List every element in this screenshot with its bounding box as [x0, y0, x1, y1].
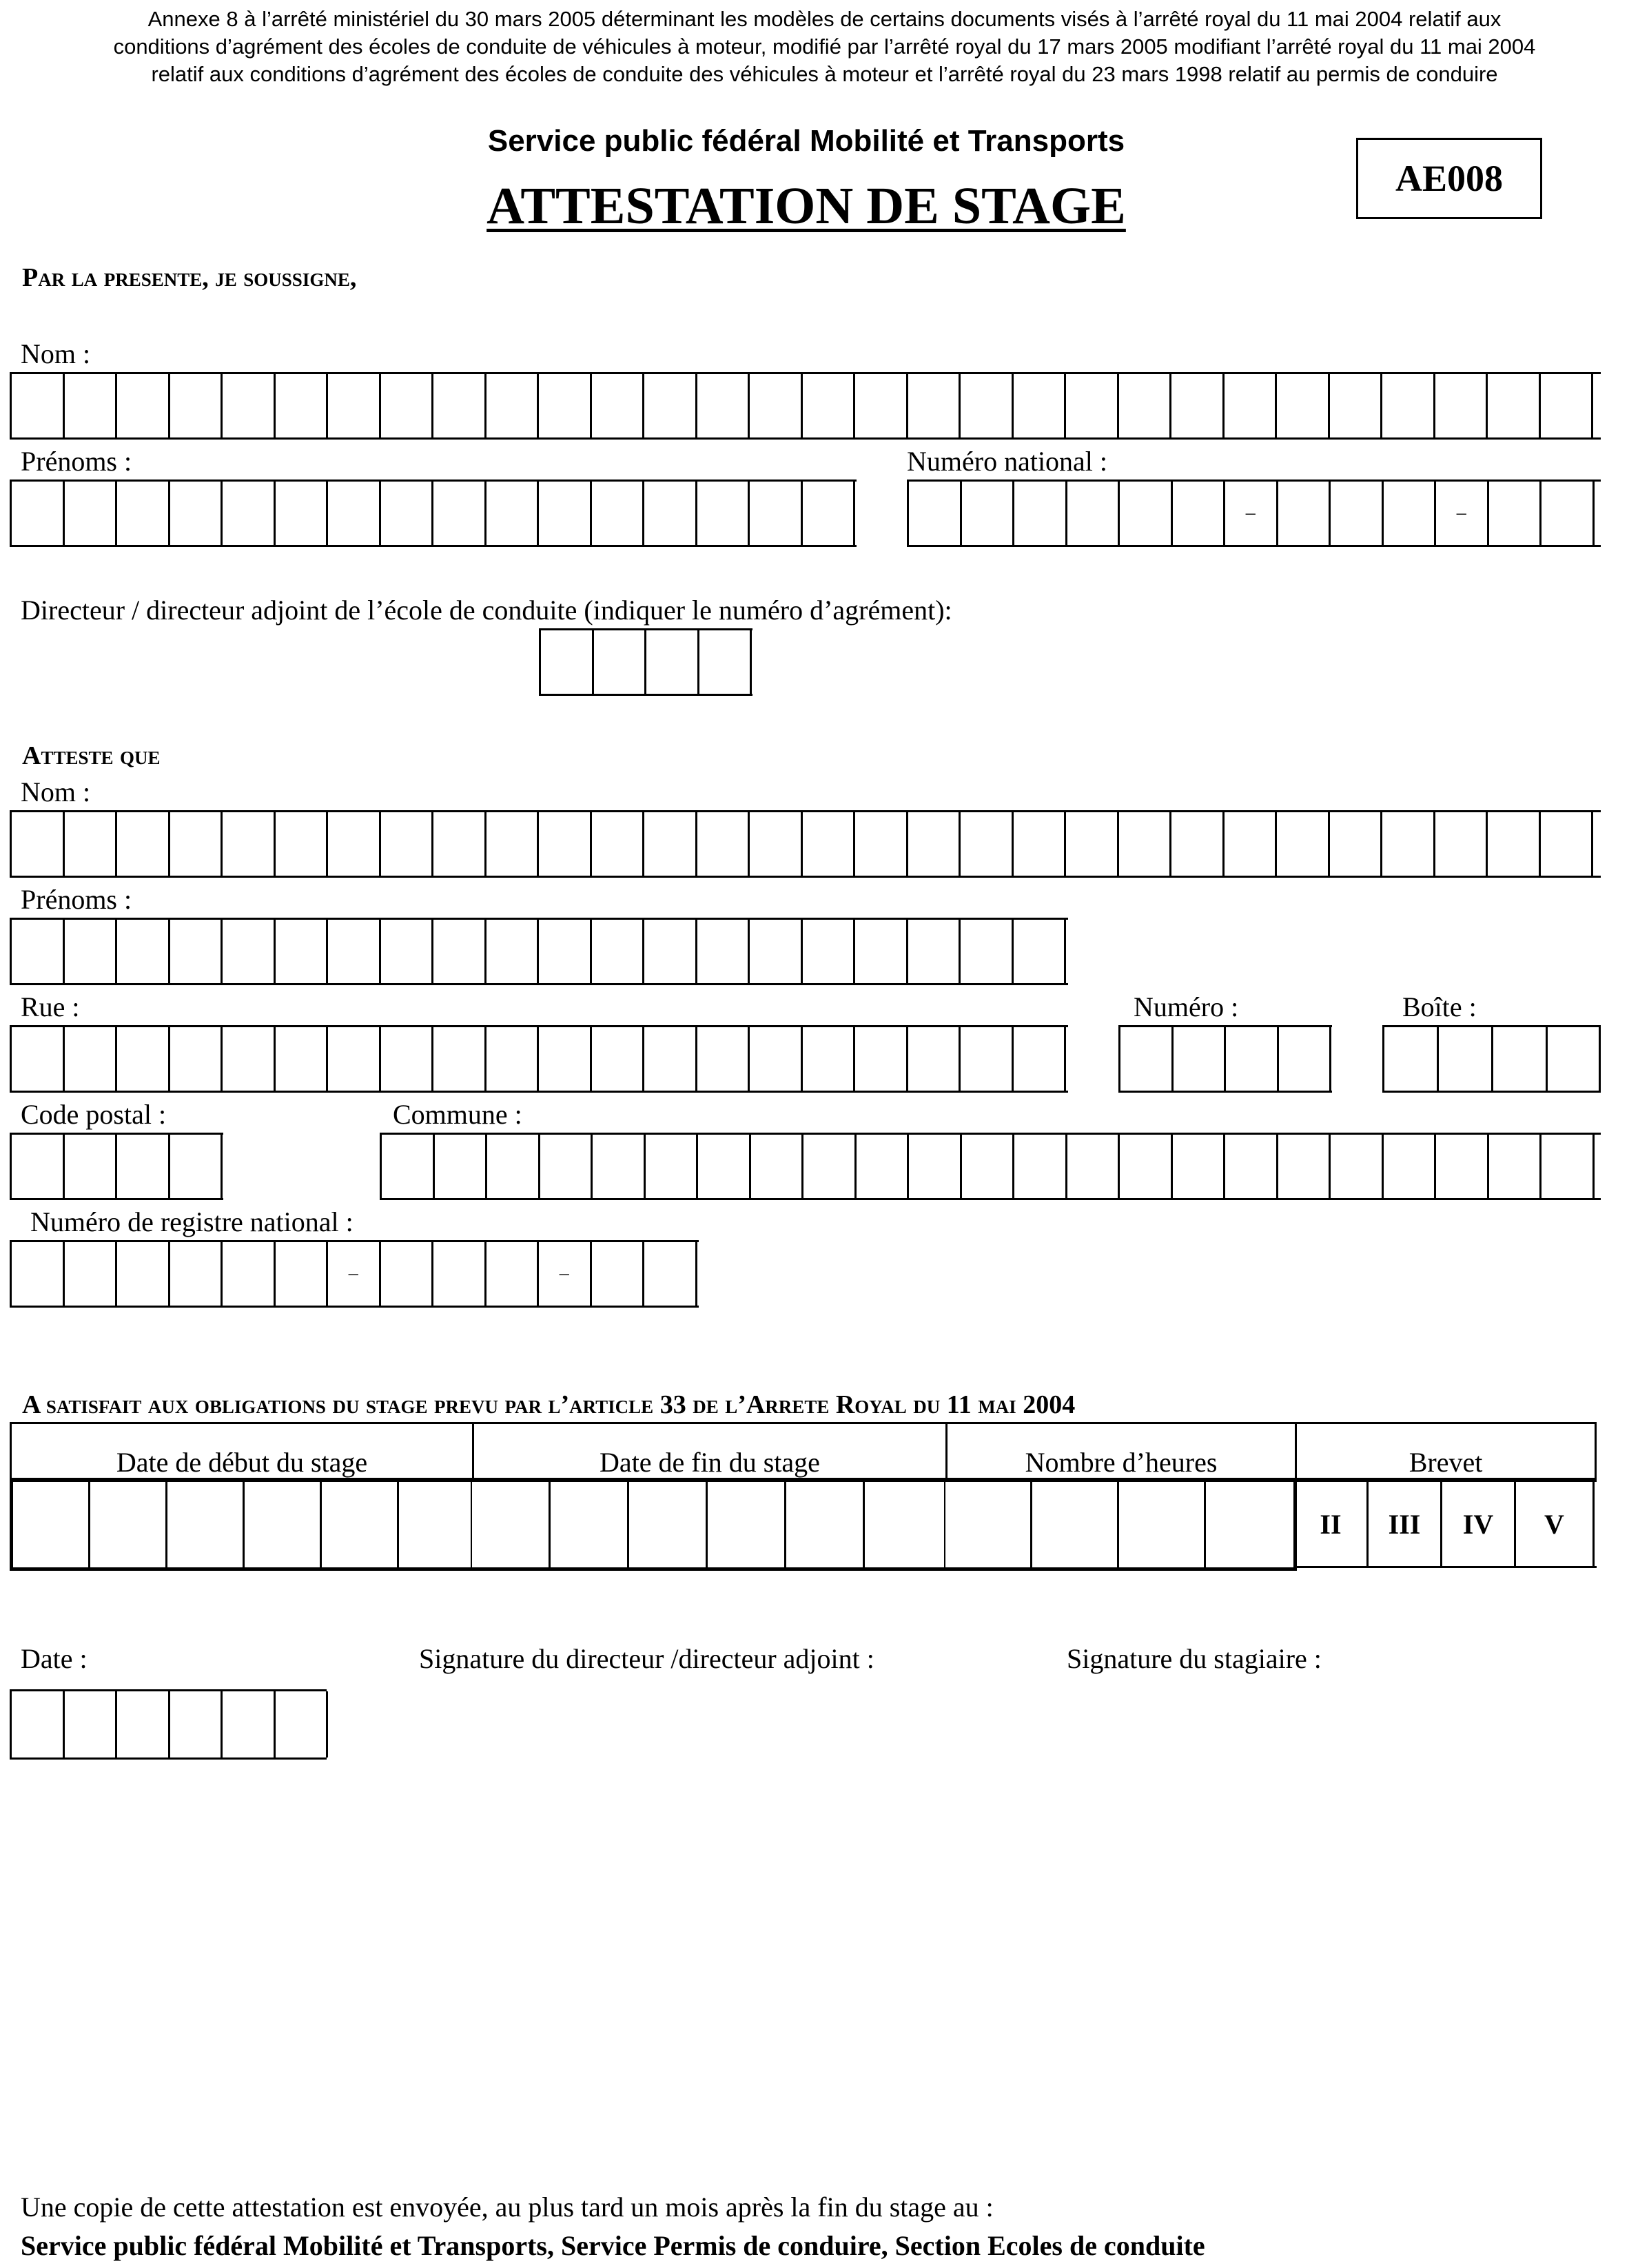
footer-note: Une copie de cette attestation est envoyée, au plus tard un mois après la fin du stage au : [21, 2192, 994, 2223]
section1-heading: Par la presente, je soussigne, [22, 263, 357, 292]
annex-line-2: conditions d’agrément des écoles de conduite de véhicules à moteur, modifié par l’arrêté royal du 17 mars 2005 modifiant l’arrêté royal du 11 mai 2004 [113, 34, 1536, 59]
brevet-option-ii[interactable]: II [1295, 1482, 1369, 1566]
header-debut [10, 1422, 474, 1480]
registre-label: Numéro de registre national : [30, 1206, 354, 1237]
boite-field[interactable] [1382, 1025, 1601, 1093]
numero-label: Numéro : [1134, 991, 1239, 1022]
form-code-box [1356, 138, 1542, 219]
header-heures [945, 1422, 1297, 1480]
section3-heading: A satisfait aux obligations du stage prevu par l’article 33 de l’Arrete Royal du 11 mai 2004 [22, 1390, 1076, 1419]
brevet-option-iv[interactable]: IV [1442, 1482, 1516, 1566]
nom-field[interactable] [10, 372, 1601, 440]
prenoms-field[interactable] [10, 480, 857, 547]
rue-field[interactable] [10, 1025, 1068, 1093]
header-brevet [1295, 1422, 1597, 1480]
rue-label: Rue : [21, 991, 80, 1022]
stagiaire-prenoms-label: Prénoms : [21, 884, 132, 915]
numero-field[interactable] [1118, 1025, 1332, 1093]
annex-line-3: relatif aux conditions d’agrément des écoles de conduite des véhicules à moteur et l’arrêté royal du 23 mars 1998 relatif au permis de conduire [151, 62, 1498, 86]
annex-line-1: Annexe 8 à l’arrêté ministériel du 30 mars 2005 déterminant les modèles de certains documents visés à l’arrêté royal du 11 mai 2004 relatif aux [147, 7, 1502, 31]
numero-national-label: Numéro national : [907, 446, 1108, 477]
commune-label: Commune : [393, 1099, 522, 1130]
date-label: Date : [21, 1643, 88, 1674]
code-postal-field[interactable] [10, 1133, 223, 1200]
date-fin-field[interactable] [472, 1478, 948, 1571]
registre-field[interactable] [10, 1240, 699, 1308]
commune-field[interactable] [380, 1133, 1601, 1200]
signature-directeur-label: Signature du directeur /directeur adjoint : [419, 1643, 874, 1674]
directeur-label: Directeur / directeur adjoint de l’école de conduite (indiquer le numéro d’agrément): [21, 595, 952, 626]
service-name: Service public fédéral Mobilité et Transports [487, 124, 1125, 158]
section2-heading: Atteste que [22, 741, 161, 770]
form-code: AE008 [1395, 158, 1503, 199]
header-debut-label: Date de début du stage [116, 1447, 368, 1478]
date-field[interactable] [10, 1689, 327, 1760]
page-title: ATTESTATION DE STAGE [486, 177, 1126, 235]
brevet-field[interactable] [1295, 1480, 1597, 1568]
code-postal-label: Code postal : [21, 1099, 167, 1130]
brevet-option-iii[interactable]: III [1369, 1482, 1442, 1566]
header-fin-label: Date de fin du stage [600, 1447, 820, 1478]
stagiaire-nom-field[interactable] [10, 810, 1601, 878]
stage-table [10, 1422, 1597, 1574]
stagiaire-nom-label: Nom : [21, 776, 91, 807]
header-brevet-label: Brevet [1409, 1447, 1483, 1478]
nombre-heures-field[interactable] [945, 1478, 1297, 1571]
header-heures-label: Nombre d’heures [1025, 1447, 1218, 1478]
brevet-option-v[interactable]: V [1516, 1482, 1595, 1566]
nom-label: Nom : [21, 338, 91, 369]
prenoms-label: Prénoms : [21, 446, 132, 477]
stagiaire-prenoms-field[interactable] [10, 918, 1068, 985]
date-debut-field[interactable] [10, 1478, 474, 1571]
boite-label: Boîte : [1402, 991, 1477, 1022]
agrement-field[interactable] [539, 628, 752, 696]
numero-national-field[interactable] [907, 480, 1601, 547]
header-fin [472, 1422, 948, 1480]
footer-address: Service public fédéral Mobilité et Transports, Service Permis de conduire, Section Ecoles de conduite [21, 2230, 1205, 2261]
annex-text [0, 6, 1649, 88]
signature-stagiaire-label: Signature du stagiaire : [1067, 1643, 1322, 1674]
